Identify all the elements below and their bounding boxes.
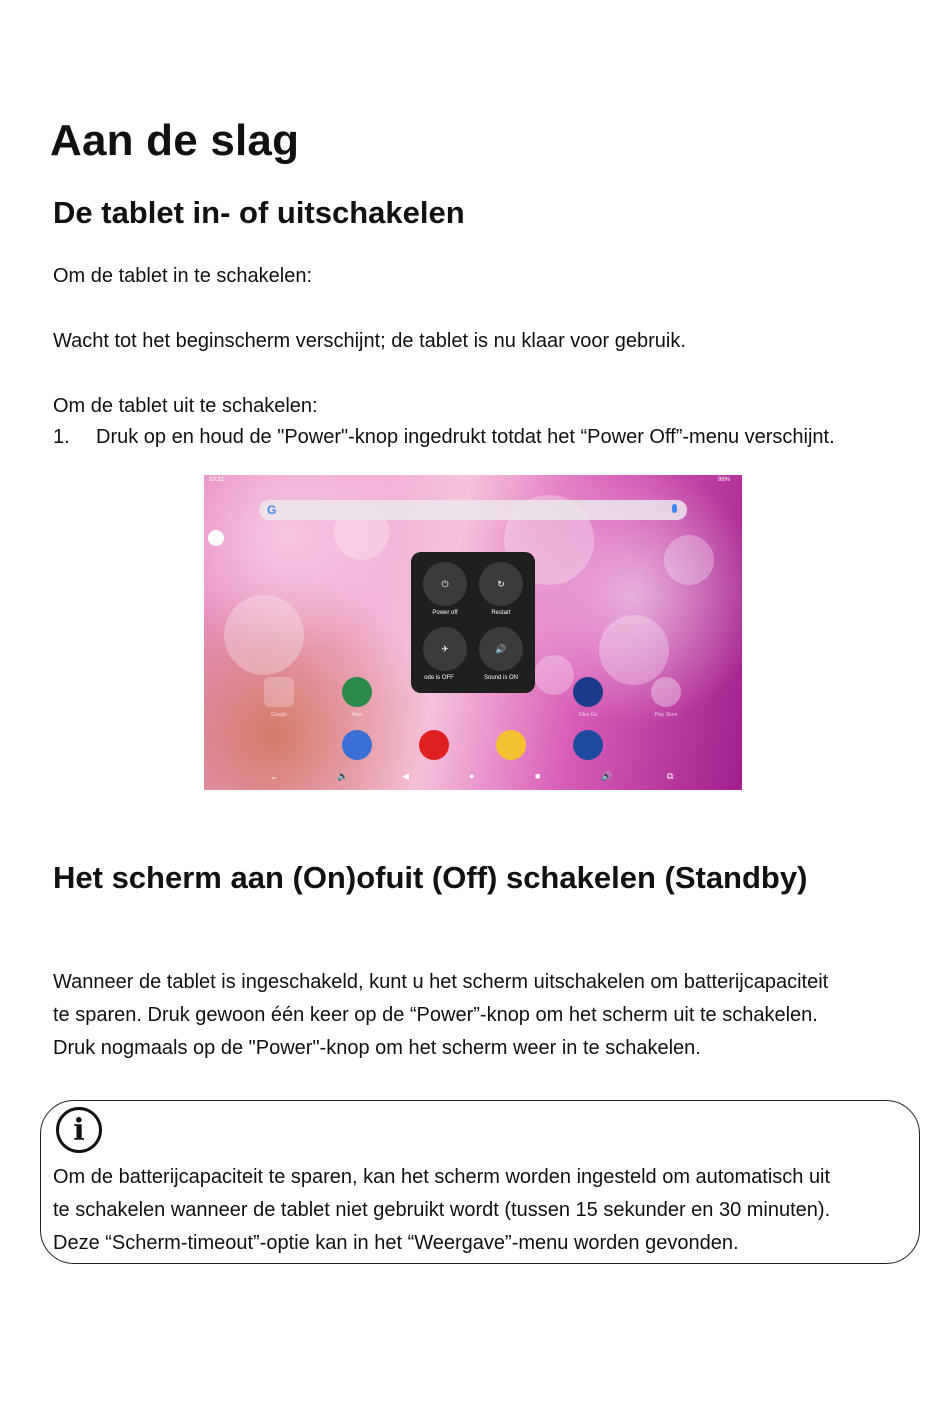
volume-up-icon[interactable]: 🔊 [601, 771, 613, 781]
chrome-icon[interactable] [496, 730, 526, 760]
recents-icon[interactable]: ■ [535, 771, 541, 781]
step-text: Druk op en houd de "Power"-knop ingedrukt totdat het “Power Off”-menu verschijnt. [96, 426, 835, 448]
navigation-bar [204, 767, 742, 790]
paragraph-standby-line-3: Druk nogmaals op de "Power"-knop om het scherm weer in te schakelen. [53, 1037, 701, 1059]
paragraph-standby-line-2: te sparen. Druk gewoon één keer op de “Power”-knop om het scherm uit te schakelen. [53, 1004, 818, 1026]
files-app-label: Files Go [578, 712, 598, 718]
play-store-app-label: Play Store [654, 712, 678, 718]
screenshot-icon[interactable]: ⧉ [667, 771, 674, 781]
sound-button[interactable]: 🔊 [479, 627, 523, 671]
power-off-label: Power off [432, 610, 458, 616]
paragraph-turn-off: Om de tablet uit te schakelen: [53, 395, 318, 417]
power-off-button[interactable]: ⏻ [423, 562, 467, 606]
meet-icon[interactable] [342, 677, 372, 707]
youtube-icon[interactable] [419, 730, 449, 760]
section-heading-standby: Het scherm aan (On)ofuit (Off) schakelen (Standby) [53, 860, 808, 895]
chevron-down-icon[interactable]: ⌄ [270, 771, 278, 781]
photos-icon[interactable] [342, 730, 372, 760]
google-search-bar[interactable] [259, 500, 687, 520]
google-app-label: Google [270, 712, 288, 718]
section-heading-power: De tablet in- of uitschakelen [53, 195, 465, 230]
tablet-screenshot [204, 475, 742, 790]
step-number: 1. [53, 426, 70, 448]
home-icon[interactable]: ● [469, 771, 475, 781]
paragraph-home-screen: Wacht tot het beginscherm verschijnt; de tablet is nu klaar voor gebruik. [53, 330, 686, 352]
status-battery: 98% [717, 477, 730, 483]
restart-button[interactable]: ↻ [479, 562, 523, 606]
info-line-3: Deze “Scherm-timeout”-optie kan in het “Weergave”-menu worden gevonden. [53, 1232, 739, 1254]
back-icon[interactable]: ◀ [402, 771, 409, 781]
microphone-icon[interactable] [672, 504, 677, 513]
google-g-icon: G [267, 503, 277, 517]
meet-app-label: Meet [351, 712, 363, 718]
page-title: Aan de slag [50, 116, 300, 165]
play-store-icon[interactable] [651, 677, 681, 707]
airplane-mode-button[interactable]: ✈ [423, 627, 467, 671]
power-menu [411, 552, 535, 693]
status-time: 10:21 [209, 477, 225, 483]
paragraph-standby-line-1: Wanneer de tablet is ingeschakeld, kunt u het scherm uitschakelen om batterijcapaciteit [53, 971, 829, 993]
info-line-1: Om de batterijcapaciteit te sparen, kan het scherm worden ingesteld om automatisch uit [53, 1166, 831, 1188]
restart-label: Restart [491, 610, 511, 616]
camera-icon[interactable] [573, 730, 603, 760]
info-line-2: te schakelen wanneer de tablet niet gebruikt wordt (tussen 15 sekunder en 30 minuten). [53, 1199, 831, 1221]
airplane-mode-label: ode is OFF [424, 675, 454, 681]
assistant-icon[interactable] [208, 530, 224, 546]
volume-down-icon[interactable]: 🔈 [337, 771, 349, 781]
sound-label: Sound is ON [483, 675, 519, 681]
status-bar [204, 475, 742, 487]
files-icon[interactable] [573, 677, 603, 707]
google-folder-icon[interactable] [264, 677, 294, 707]
paragraph-turn-on: Om de tablet in te schakelen: [53, 265, 313, 287]
info-icon: i [56, 1107, 102, 1153]
